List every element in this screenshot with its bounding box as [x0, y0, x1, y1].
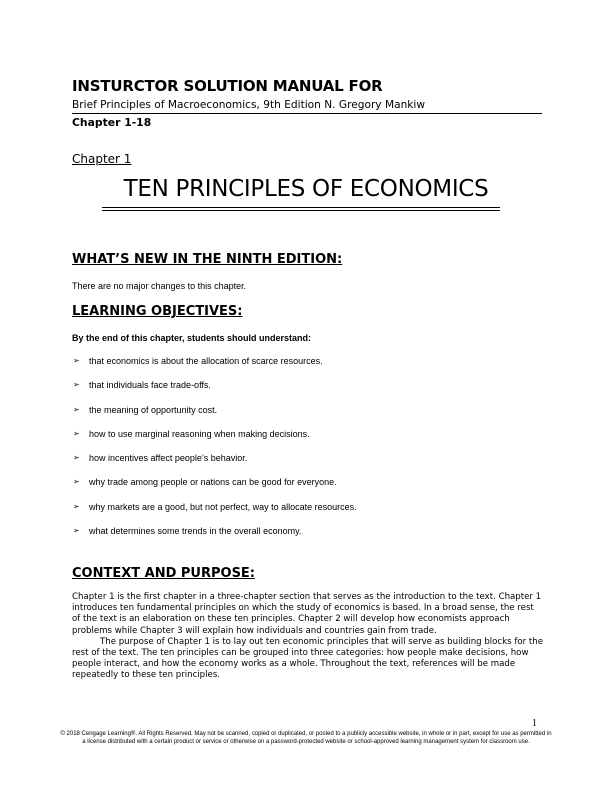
arrow-bullet-icon: ➢	[73, 404, 80, 414]
learning-objective-text: that economics is about the allocation of scarce resources.	[89, 356, 323, 366]
context-body	[72, 592, 544, 682]
arrow-bullet-icon: ➢	[73, 428, 80, 438]
learning-objectives-heading: LEARNING OBJECTIVES:	[72, 304, 243, 319]
header-divider	[72, 113, 542, 114]
arrow-bullet-icon: ➢	[73, 501, 80, 511]
whats-new-text: There are no major changes to this chapter.	[72, 281, 247, 291]
learning-objective-text: that individuals face trade-offs.	[89, 380, 211, 391]
chapter-label: Chapter 1	[72, 152, 132, 166]
book-subtitle: Brief Principles of Macroeconomics, 9th Edition N. Gregory Mankiw	[72, 99, 426, 111]
learning-objective-text: why trade among people or nations can be good for everyone.	[89, 477, 337, 488]
manual-title: INSTURCTOR SOLUTION MANUAL FOR	[72, 77, 383, 95]
learning-objective-text: how to use marginal reasoning when making decisions.	[89, 428, 310, 439]
arrow-bullet-icon: ➢	[73, 453, 80, 463]
arrow-bullet-icon: ➢	[73, 380, 80, 390]
chapter-range: Chapter 1-18	[72, 116, 152, 129]
title-double-rule-top	[102, 207, 500, 208]
context-paragraph-1: Chapter 1 is the first chapter in a three-chapter section that serves as the introduction to the text. Chapter 1 introduces ten fundamental principles on which the study of economics is based. In a broad sense, the rest of the text is an elaboration on these ten principles. Chapter 2 will develop how economists approach problems while Chapter 3 will explain how individuals and countries gain from trade.	[72, 592, 542, 636]
learning-objective-text: the meaning of opportunity cost.	[89, 404, 218, 415]
arrow-bullet-icon: ➢	[73, 477, 80, 487]
context-heading: CONTEXT AND PURPOSE:	[72, 566, 256, 581]
arrow-bullet-icon: ➢	[73, 526, 80, 536]
whats-new-heading: WHAT’S NEW IN THE NINTH EDITION:	[72, 252, 343, 267]
chapter-title: TEN PRINCIPLES OF ECONOMICS	[123, 176, 489, 202]
title-double-rule-bottom	[102, 210, 500, 211]
copyright-footer: © 2018 Cengage Learning®. All Rights Reserved. May not be scanned, copied or duplicated, or posted to a publicly accessible website, in whole or in part, except for use as permitted in a license distributed with a certain product or service or otherwise on a password-protected website or school-approved learning management system for classroom use.	[60, 731, 552, 746]
arrow-bullet-icon: ➢	[73, 356, 80, 365]
learning-objective-text: what determines some trends in the overall economy.	[89, 526, 302, 537]
context-paragraph-2: The purpose of Chapter 1 is to lay out ten economic principles that will serve as building blocks for the rest of the text. The ten principles can be grouped into three categories: how people make decisions, how people interact, and how the economy works as a whole. Throughout the text, references will be made repeatedly to these ten principles.	[72, 636, 543, 681]
learning-objectives-intro: By the end of this chapter, students should understand:	[72, 333, 312, 343]
learning-objective-text: why markets are a good, but not perfect, way to allocate resources.	[89, 501, 357, 512]
learning-objective-text: how incentives affect people’s behavior.	[89, 453, 248, 464]
page-number: 1	[532, 718, 537, 729]
